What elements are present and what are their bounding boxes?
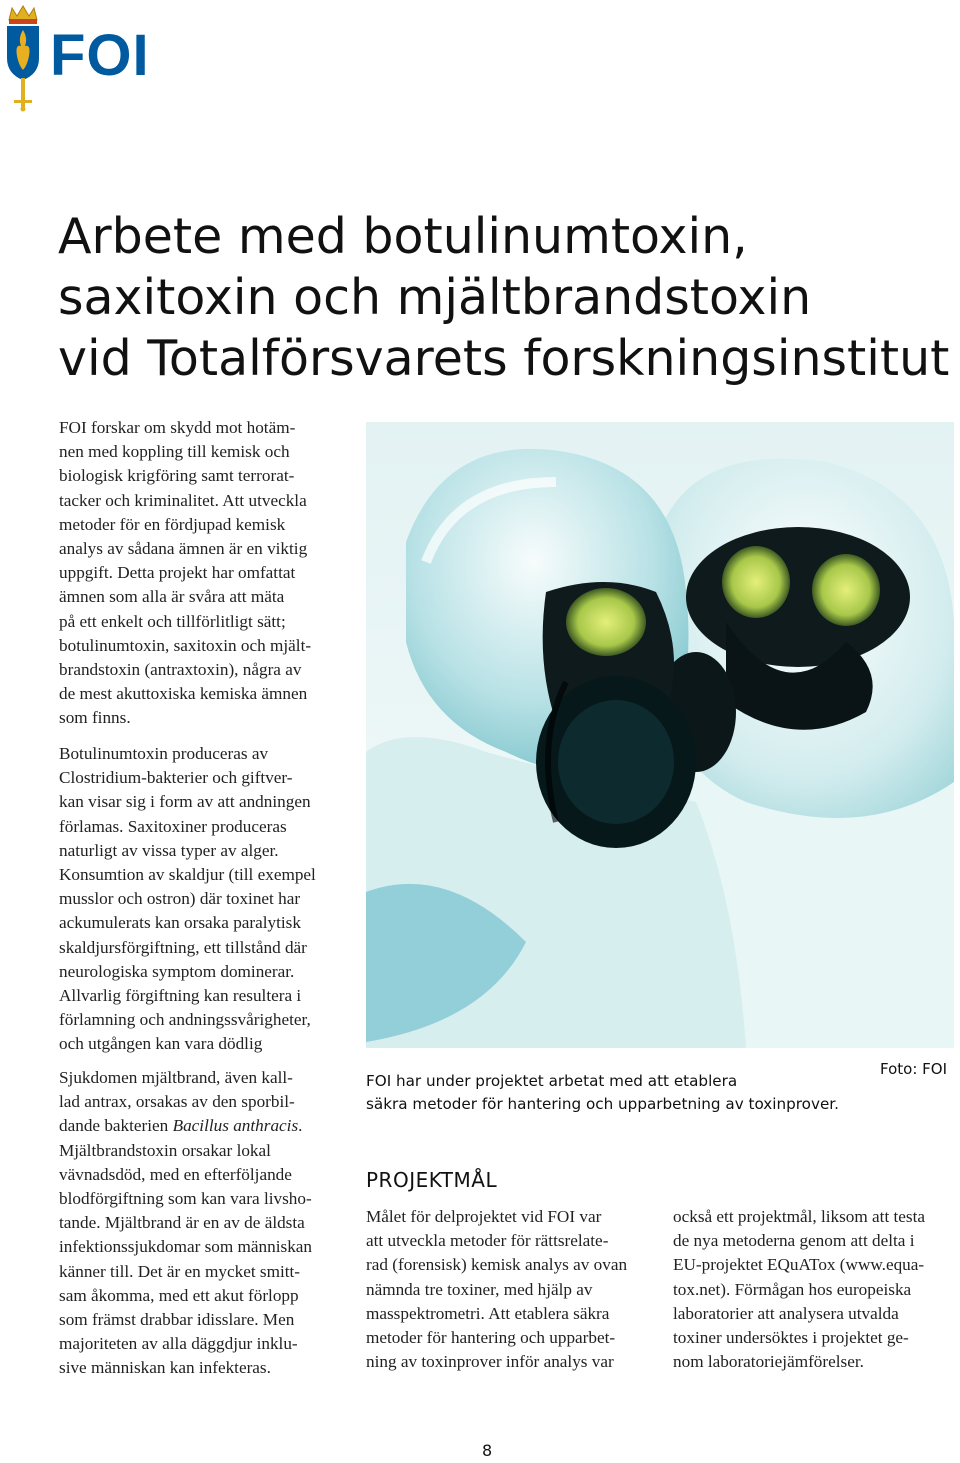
- text-line: tacker och kriminalitet. Att utveckla: [59, 490, 307, 510]
- text-line: också ett projektmål, liksom att testa: [673, 1207, 926, 1226]
- foi-logo: [0, 0, 170, 115]
- text-line: EU-projektet EQuATox (www.equa-: [673, 1255, 925, 1275]
- text-line: tox.net). Förmågan hos europeiska: [673, 1279, 912, 1299]
- intro-paragraph: [59, 416, 349, 731]
- text-line: Sjukdomen mjältbrand, även kall-: [59, 1068, 293, 1087]
- logo-wordmark: FOI: [50, 23, 150, 88]
- text-line: naturligt av vissa typer av alger.: [59, 840, 279, 860]
- text-line: FOI forskar om skydd mot hotäm-: [59, 418, 296, 437]
- text-line: vävnadsdöd, med en efterföljande: [59, 1164, 292, 1184]
- text-line: [59, 1114, 349, 1138]
- text-line: rad (forensisk) kemisk analys av ovan: [366, 1255, 628, 1275]
- page-title: [58, 206, 950, 389]
- photo-caption: [366, 1070, 856, 1116]
- text-line: som främst drabbar idisslare. Men: [59, 1310, 295, 1330]
- project-goal-continued: [673, 1205, 958, 1374]
- anthrax-paragraph: [59, 1066, 349, 1381]
- text-line: analys av sådana ämnen är en viktig: [59, 539, 308, 559]
- project-goal-paragraph: [366, 1205, 656, 1374]
- text-line: kan visar sig i form av att andningen: [59, 792, 311, 812]
- text-line: metoder för hantering och upparbet-: [366, 1328, 616, 1348]
- text-line: och utgången kan vara dödlig: [59, 1034, 263, 1054]
- caption-line: säkra metoder för hantering och upparbetning av toxinprover.: [366, 1095, 839, 1113]
- protective-suits-photo: [366, 422, 954, 1048]
- text-line: känner till. Det är en mycket smitt-: [59, 1261, 301, 1281]
- text-line: Konsumtion av skaldjur (till exempel: [59, 865, 316, 885]
- crown-emblem-icon: [4, 4, 42, 112]
- text-line: som finns.: [59, 708, 131, 728]
- text-line: tande. Mjältbrand är en av de äldsta: [59, 1213, 305, 1233]
- text-line: biologisk krigföring samt terrorat-: [59, 466, 295, 486]
- text-line: neurologiska symptom dominerar.: [59, 961, 295, 981]
- text-line: infektionssjukdomar som människan: [59, 1237, 313, 1257]
- text-line: Målet för delprojektet vid FOI var: [366, 1207, 602, 1226]
- text-line: Botulinumtoxin produceras av: [59, 744, 269, 763]
- text-line: att utveckla metoder för rättsrelate-: [366, 1231, 609, 1251]
- text-line: ning av toxinprover inför analys var: [366, 1352, 614, 1372]
- text-line: Mjältbrandstoxin orsakar lokal: [59, 1140, 271, 1160]
- text-line: sam åkomma, med ett akut förlopp: [59, 1285, 299, 1305]
- text-line: toxiner undersöktes i projektet ge-: [673, 1328, 909, 1348]
- text-line: botulinumtoxin, saxitoxin och mjält-: [59, 635, 312, 655]
- text-line: sive människan kan infekteras.: [59, 1358, 271, 1378]
- text-line: Allvarlig förgiftning kan resultera i: [59, 986, 302, 1006]
- text-fragment: dande bakterien: [59, 1116, 173, 1136]
- text-line: nom laboratoriejämförelser.: [673, 1352, 864, 1372]
- text-line: skaldjursförgiftning, ett tillstånd där: [59, 937, 307, 957]
- text-line: blodförgiftning som kan vara livsho-: [59, 1189, 312, 1209]
- text-line: de mest akuttoxiska kemiska ämnen: [59, 684, 308, 704]
- caption-line: FOI har under projektet arbetat med att etablera: [366, 1072, 738, 1090]
- text-line: uppgift. Detta projekt har omfattat: [59, 563, 296, 583]
- title-line: vid Totalförsvarets forskningsinstitut: [58, 330, 950, 387]
- text-line: laboratorier att analysera utvalda: [673, 1303, 899, 1323]
- page-number: 8: [482, 1441, 493, 1460]
- text-line: masspektrometri. Att etablera säkra: [366, 1303, 610, 1323]
- title-line: Arbete med botulinumtoxin,: [58, 208, 748, 265]
- text-fragment: .: [298, 1116, 303, 1136]
- botulinum-paragraph: [59, 742, 349, 1057]
- text-line: brandstoxin (antraxtoxin), några av: [59, 660, 302, 680]
- text-line: Clostridium-bakterier och giftver-: [59, 768, 293, 788]
- text-line: ackumulerats kan orsaka paralytisk: [59, 913, 301, 933]
- title-line: saxitoxin och mjältbrandstoxin: [58, 269, 812, 326]
- text-line: förlamas. Saxitoxiner produceras: [59, 816, 287, 836]
- text-line: ämnen som alla är svåra att mäta: [59, 587, 285, 607]
- text-line: majoriteten av alla däggdjur inklu-: [59, 1334, 298, 1354]
- text-line: nämnda tre toxiner, med hjälp av: [366, 1279, 593, 1299]
- photo-credit: Foto: FOI: [880, 1060, 948, 1078]
- text-line: på ett enkelt och tillförlitligt sätt;: [59, 611, 286, 631]
- text-line: förlamning och andningssvårigheter,: [59, 1010, 311, 1030]
- text-line: lad antrax, orsakas av den sporbil-: [59, 1092, 295, 1112]
- section-heading: PROJEKTMÅL: [366, 1168, 498, 1192]
- text-line: metoder för en fördjupad kemisk: [59, 514, 286, 534]
- text-line: de nya metoderna genom att delta i: [673, 1231, 915, 1251]
- text-line: musslor och ostron) där toxinet har: [59, 889, 301, 909]
- text-line: nen med koppling till kemisk och: [59, 442, 290, 462]
- species-name: Bacillus anthracis: [172, 1116, 299, 1136]
